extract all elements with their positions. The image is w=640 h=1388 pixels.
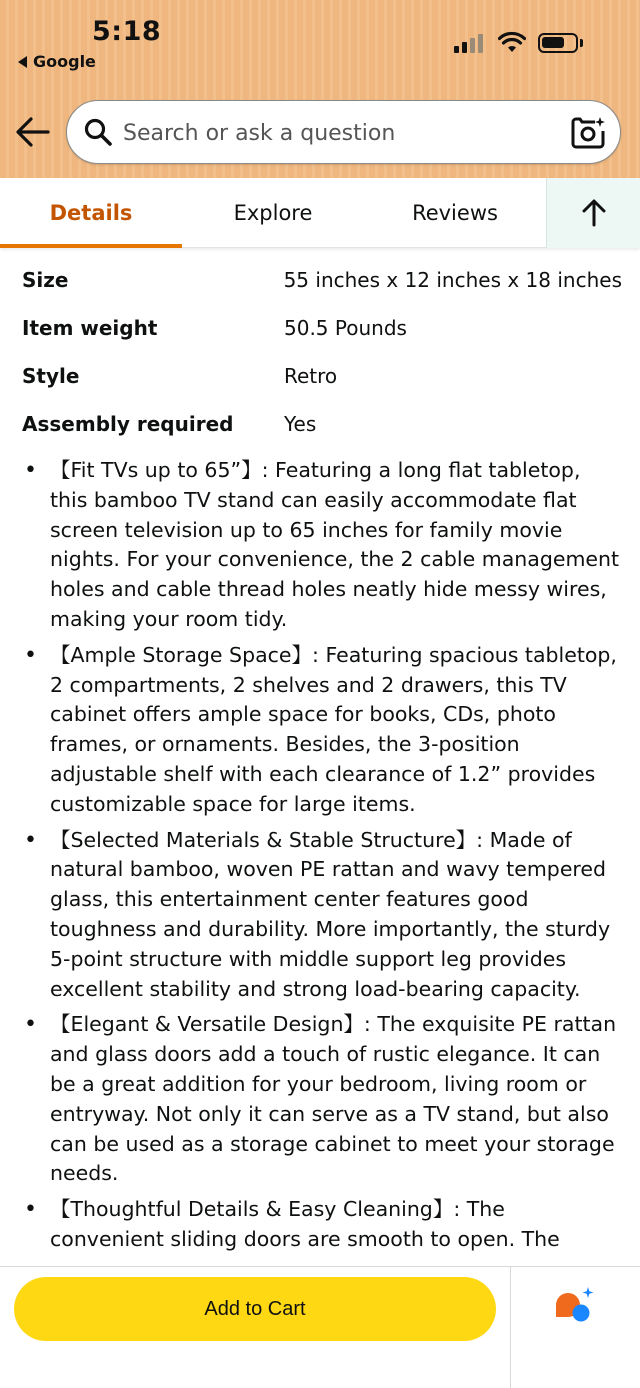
tab-reviews[interactable]: Reviews	[412, 201, 498, 225]
spec-label: Size	[22, 268, 69, 292]
spec-row-item-weight	[22, 304, 622, 352]
spec-label: Item weight	[22, 316, 158, 340]
spec-row-size	[22, 256, 622, 304]
search-icon	[83, 117, 113, 147]
bullet-text: 【Selected Materials & Stable Structure】: Made of natural bamboo, woven PE rattan and wavy tempered glass, this entertainment center features good toughness and durability. More importantly, the sturdy 5-point structure with middle support leg provides excellent stability and strong load-bearing capacity.	[50, 827, 611, 1001]
spec-value: Retro	[284, 364, 338, 388]
bullet-dot-icon: •	[24, 642, 37, 668]
section-tabs	[0, 178, 640, 248]
back-to-app-link[interactable]	[18, 52, 96, 71]
bullet-dot-icon: •	[24, 827, 37, 853]
product-specs-table	[22, 256, 622, 448]
bullet-text: 【Ample Storage Space】: Featuring spacious tabletop, 2 compartments, 2 shelves and 2 drawers, this TV cabinet offers ample space for books, CDs, photo frames, or ornaments. Besides, the 3-position adjustable shelf with each clearance of 1.2” provides customizable space for large items.	[50, 642, 617, 816]
camera-icon[interactable]	[571, 115, 607, 151]
add-to-cart-button[interactable]: Add to Cart	[14, 1277, 496, 1341]
status-time: 5:18	[92, 16, 162, 47]
spec-row-style	[22, 352, 622, 400]
bullet-dot-icon: •	[24, 1197, 37, 1223]
spec-label: Assembly required	[22, 412, 234, 436]
search-input[interactable]	[123, 115, 553, 151]
tab-details[interactable]: Details	[0, 178, 182, 248]
app-header	[0, 0, 640, 178]
list-item	[22, 1010, 622, 1189]
bullet-dot-icon: •	[24, 1012, 37, 1038]
battery-icon	[538, 33, 578, 53]
back-arrow-icon[interactable]	[14, 114, 52, 150]
tab-explore[interactable]: Explore	[233, 201, 313, 225]
spec-row-assembly-required	[22, 400, 622, 448]
list-item	[22, 641, 622, 820]
spec-value: 55 inches x 12 inches x 18 inches	[283, 268, 622, 292]
list-item	[22, 1195, 622, 1255]
list-item	[22, 826, 622, 1005]
bottom-action-bar	[0, 1266, 640, 1388]
list-item	[22, 456, 622, 635]
bullet-text: 【Thoughtful Details & Easy Cleaning】: The convenient sliding doors are smooth to open. The	[50, 1197, 560, 1251]
bullet-text: 【Elegant & Versatile Design】: The exquisite PE rattan and glass doors add a touch of rustic elegance. It can be a great addition for your bedroom, living room or entryway. Not only it can serve as a TV stand, but also can be used as a storage cabinet to meet your storage needs.	[50, 1012, 617, 1186]
bullet-dot-icon: •	[24, 458, 37, 483]
wifi-icon	[498, 30, 526, 54]
divider	[510, 1267, 511, 1388]
spec-value: Yes	[284, 412, 317, 436]
signal-icon	[454, 33, 483, 53]
spec-label: Style	[22, 364, 80, 388]
feature-bullets	[22, 456, 622, 1256]
back-app-label: Google	[33, 52, 96, 71]
scroll-to-top-button[interactable]	[546, 178, 640, 248]
arrow-up-icon	[581, 199, 607, 227]
search-bar[interactable]	[66, 100, 621, 164]
bullet-text: 【Fit TVs up to 65”】: Featuring a long flat tabletop, this bamboo TV stand can easily accommodate flat screen television up to 65 inches for family movie nights. For your convenience, the 2 cable management holes and cable thread holes neatly hide messy wires, making your room tidy.	[50, 458, 620, 631]
spec-value: 50.5 Pounds	[284, 316, 407, 340]
rufus-assistant-icon[interactable]	[552, 1285, 596, 1325]
back-triangle-icon	[18, 56, 27, 68]
